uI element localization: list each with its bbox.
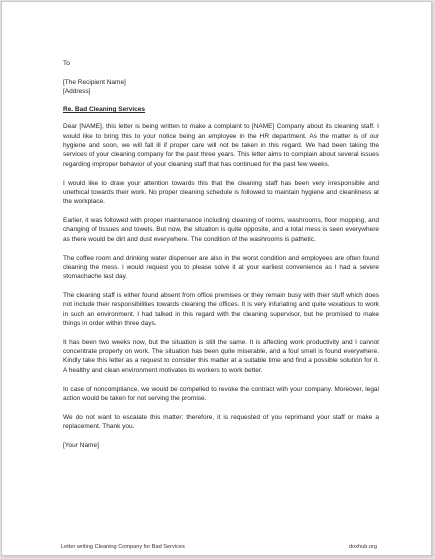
signature-name: [Your Name] [63,441,99,449]
footer-title: Letter writing Cleaning Company for Bad Services [61,544,185,550]
to-label: To [63,60,70,67]
paragraph-6: It has been two weeks now, but the situation is still the same. It is affecting work productivity and I cannot concentrate properly on work. The situation has been quite miserable, and a foul smell is found everywhere. Kindly take this letter as a request to consider this matter at a suitable time and find a possible solution for it. A healthy and clean environment motivates its workers to work better. [63,338,379,374]
footer-site: doxhub.org [349,544,377,550]
paragraph-2: I would like to draw your attention towards this that the cleaning staff has been very irresponsible and unethical towards their work. No proper cleaning schedule is followed to maintain hygiene and cleanliness at the workplace. [63,179,379,206]
recipient-name: [The Recipient Name] [63,78,126,86]
paragraph-8: We do not want to escalate this matter; therefore, it is requested of you reprimand your staff or make a replacement. Thank you. [63,413,379,431]
letter-subject: Re. Bad Cleaning Services [63,106,146,114]
paragraph-3: Earlier, it was followed with proper maintenance including cleaning of rooms, washrooms, floor mopping, and changing of tissues and towels. But now, the situation is quite opposite, and a total mess is seen everywhere as there would be dirt and dust everywhere. The condition of the washrooms is pathetic. [63,217,379,243]
paragraph-4: The coffee room and drinking water dispenser are also in the worst condition and employees are often found cleaning the mess. I would request you to please solve it at your earliest convenience as I had a severe stomachache last day. [63,254,379,281]
paragraph-5: The cleaning staff is either found absent from office premises or they remain busy with their stuff which does not include their responsibilities towards cleaning the offices. It is very infuriating and quite vexatious to work in such an environment. I had talked in this regard with the cleaning supervisor, but he promised to make things in order within three days. [63,292,379,327]
letter-body [63,59,379,450]
recipient-address: [Address] [63,87,91,95]
paragraph-7: In case of noncompliance, we would be compelled to revoke the contract with your company. Moreover, legal action would be taken for not serving the promise. [63,385,379,402]
document-page [1,1,432,556]
paragraph-1: Dear [NAME], this letter is being written to make a complaint to [NAME] Company about its cleaning staff. I would like to bring this to your notice being an employee in the HR department. As the matter is of our hygiene and soon, we will fall ill if proper care will not be taken in this regard. We had been taking the services of your cleaning company for the past three years. This letter aims to complain about several issues regarding improper behavior of your cleaning staff that has continued for the past few weeks. [63,123,379,168]
